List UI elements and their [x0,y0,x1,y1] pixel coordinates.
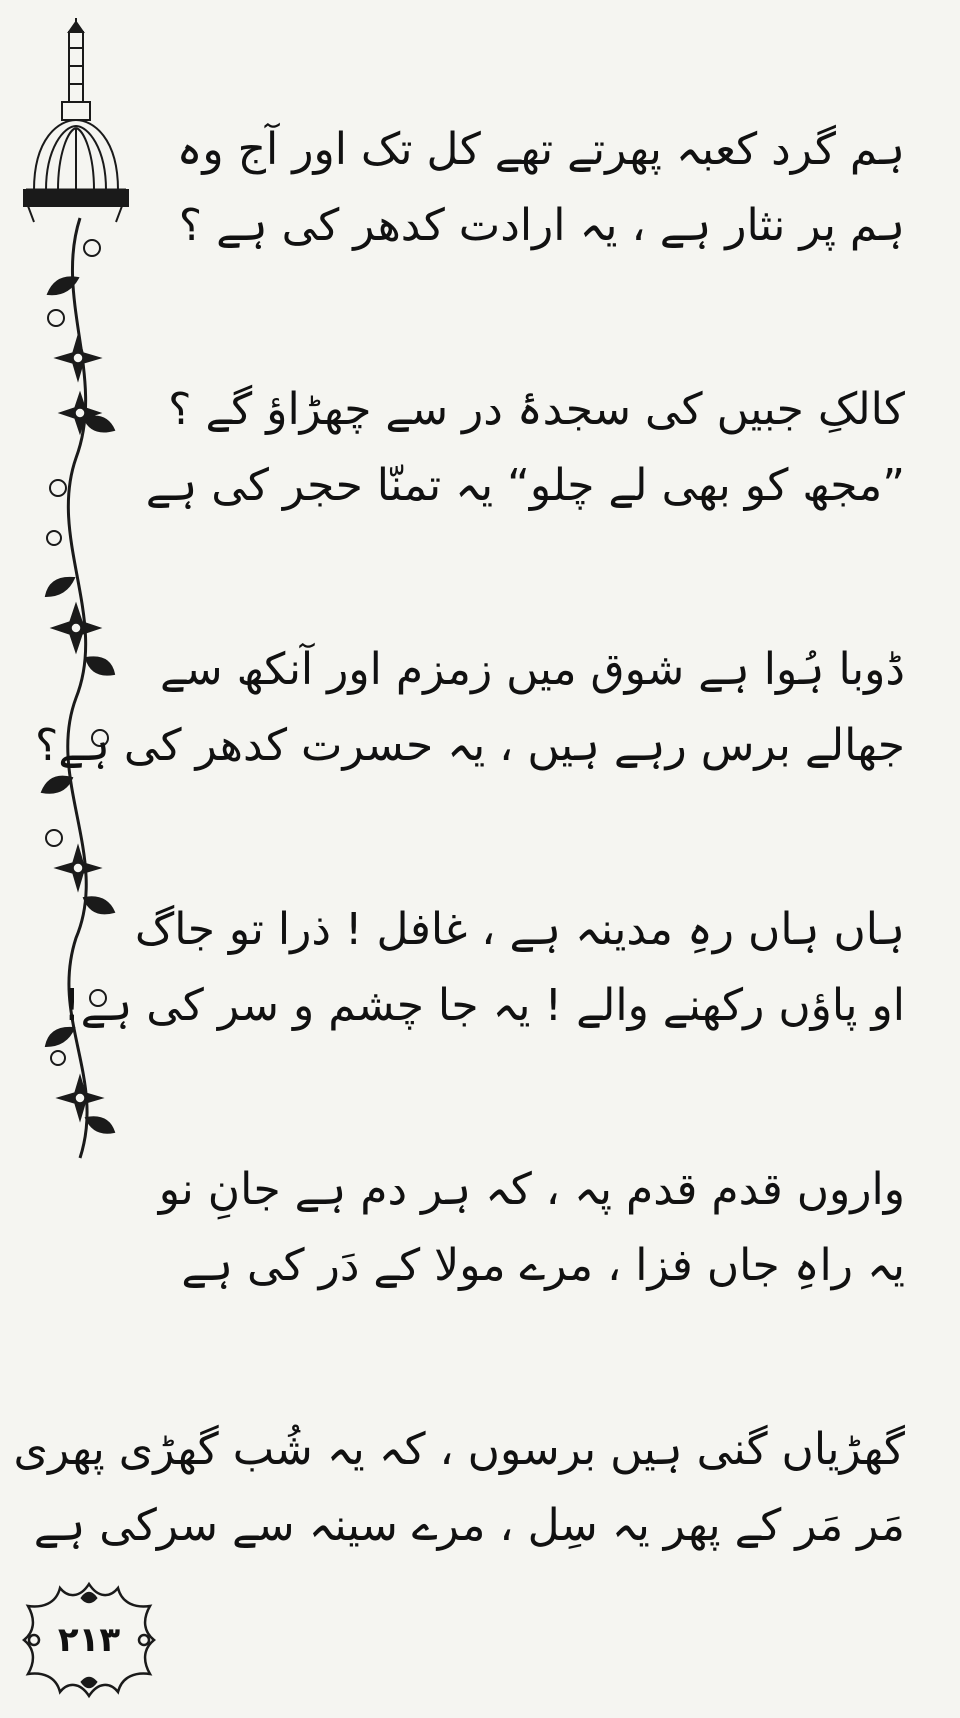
mosque-dome-vine-icon [14,18,144,1238]
verse-line: گھڑیاں گنی ہیں برسوں ، کہ یہ شُب گھڑی پھری [13,1424,905,1475]
stanza-2 [145,372,905,524]
verse-line: ”مجھ کو بھی لے چلو“ یہ تمنّا حجر کی ہے [145,460,905,511]
stanza-6 [13,1412,905,1564]
stanza-4 [63,892,905,1044]
verse-line: واروں قدم قدم پہ ، کہ ہر دم ہے جانِ نو [158,1164,905,1215]
verse-line: مَر مَر کے پھر یہ سِل ، مرے سینہ سے سرکی ہے [33,1500,905,1551]
stanza-3 [35,632,905,784]
verse-line: ڈوبا ہُوا ہے شوق میں زمزم اور آنکھ سے [159,644,905,695]
verse-line: کالکِ جبیں کی سجدۂ در سے چھڑاؤ گے ؟ [168,384,905,435]
verse-line: ہم گرد کعبہ پھرتے تھے کل تک اور آج وہ [176,124,905,175]
verse-line: ہم پر نثار ہے ، یہ ارادت کدھر کی ہے ؟ [178,200,905,251]
verse-line: او پاؤں رکھنے والے ! یہ جا چشم و سر کی ہے! [63,980,905,1031]
verse-line: یہ راہِ جاں فزا ، مرے مولا کے دَر کی ہے [181,1240,905,1291]
stanza-5 [158,1152,905,1304]
page-number: ۲۱۳ [57,1620,121,1660]
verse-line: جھالے برس رہے ہیں ، یہ حسرت کدھر کی ہے؟ [35,720,905,771]
verse-line: ہاں ہاں رہِ مدینہ ہے ، غافل ! ذرا تو جاگ [134,904,905,955]
stanza-1 [176,112,905,264]
